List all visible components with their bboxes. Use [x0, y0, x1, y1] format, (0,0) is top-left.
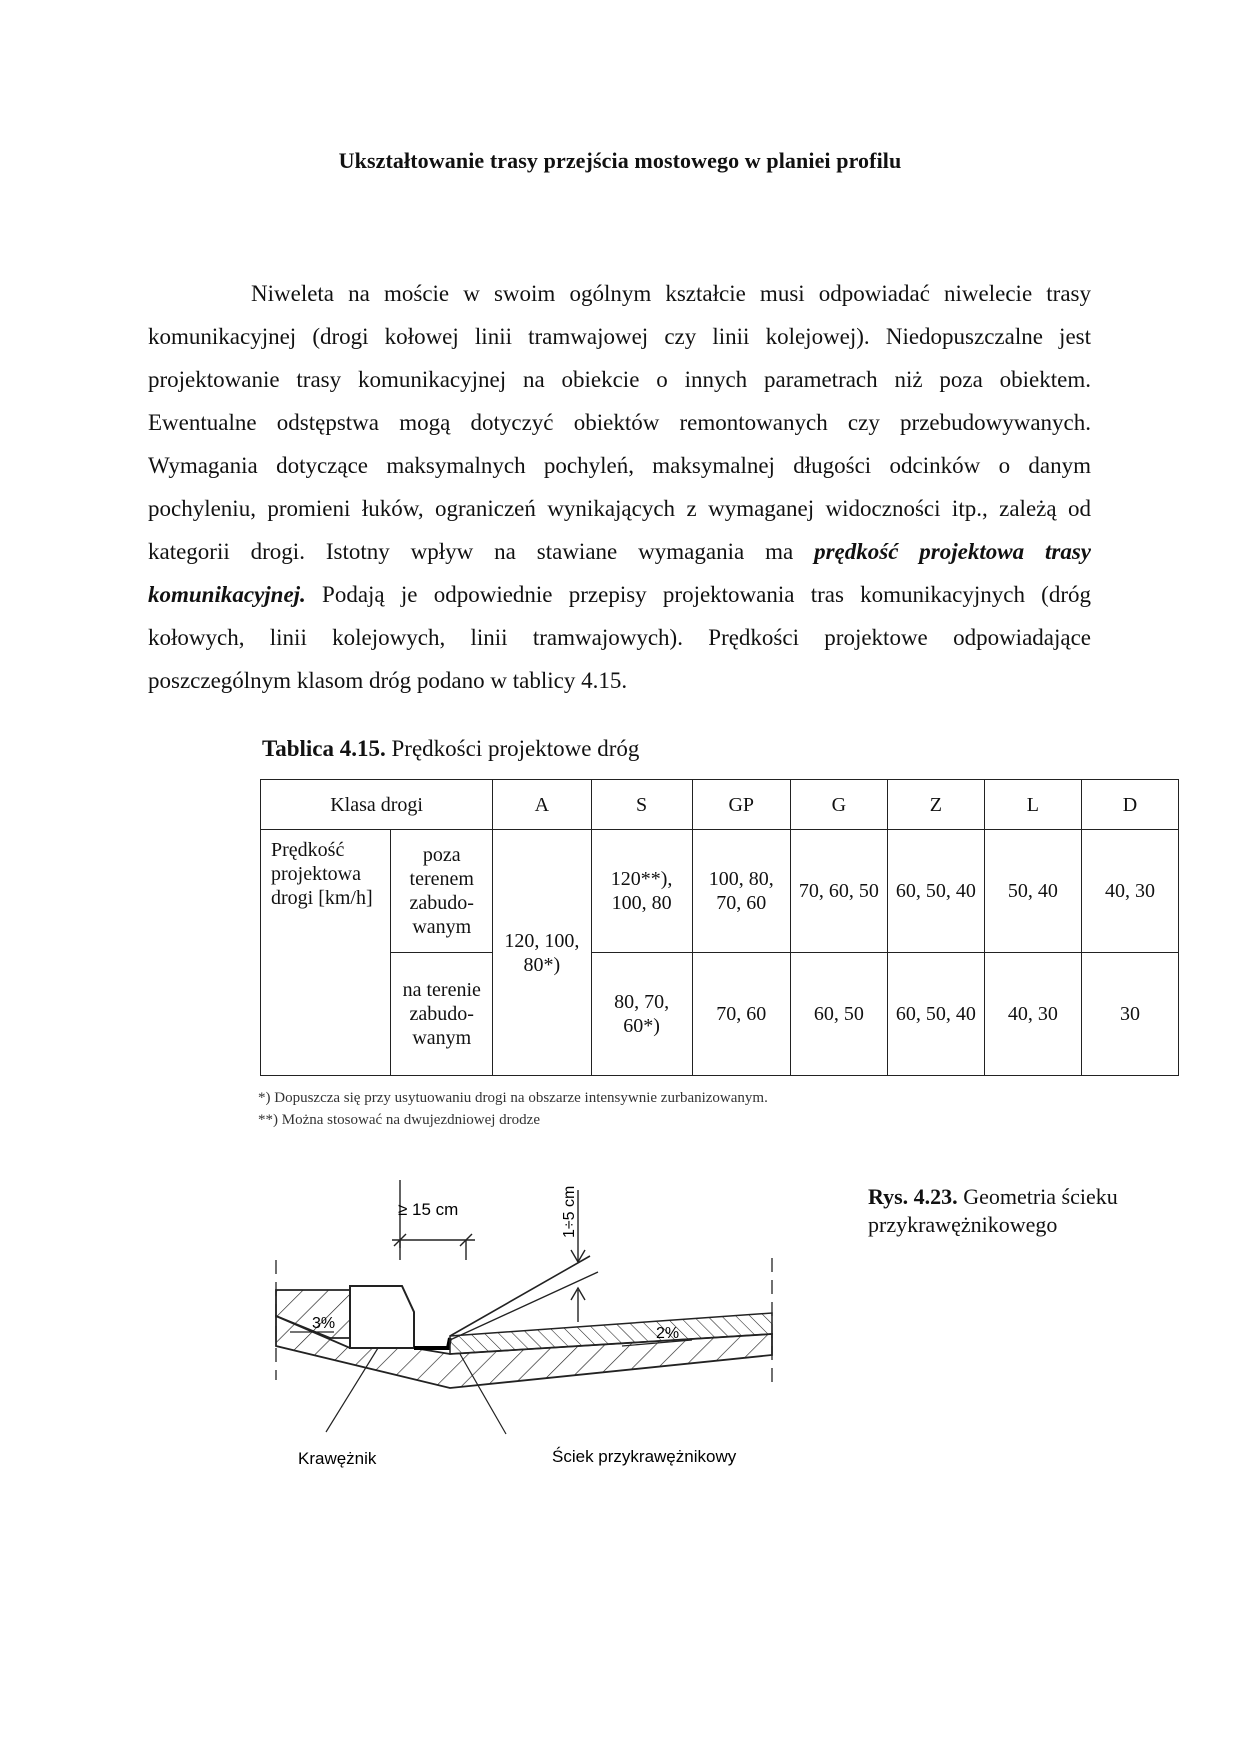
- table-cell: 70, 60, 50: [790, 830, 887, 953]
- header-class-s: S: [591, 780, 692, 830]
- slope-right-label: 2%: [656, 1325, 680, 1342]
- table-cell: 60, 50: [790, 953, 887, 1076]
- footnote-2: **) Można stosować na dwujezdniowej drodze: [258, 1112, 540, 1128]
- header-class-gp: GP: [692, 780, 790, 830]
- table-cell: 40, 30: [984, 953, 1081, 1076]
- curb-label: Krawężnik: [298, 1449, 377, 1468]
- row-label-outside: poza terenem zabudo-wanym: [391, 830, 493, 953]
- gutter-line: [414, 1338, 450, 1348]
- body-paragraph: [148, 272, 1091, 702]
- footnote-1: *) Dopuszcza się przy usytuowaniu drogi na obszarze intensywnie zurbanizowanym.: [258, 1090, 768, 1106]
- header-class-g: G: [790, 780, 887, 830]
- paragraph-text-2: Podają je odpowiednie przepisy projektowania tras komunikacyjnych (dróg kołowych, linii kolejowych, linii tramwajowych). Prędkości projektowe odpowiadające poszczególnym klasom dróg podano w tablicy 4.15.: [148, 582, 1091, 693]
- table-cell: 60, 50, 40: [887, 953, 984, 1076]
- header-class-z: Z: [887, 780, 984, 830]
- gutter-figure: [260, 1180, 800, 1490]
- table-caption-label: Tablica 4.15.: [262, 736, 386, 761]
- header-class-d: D: [1081, 780, 1178, 830]
- figure-caption: [868, 1183, 1168, 1239]
- cell-a-value: 120, 100, 80*): [493, 830, 591, 1076]
- paragraph-text-1: Niweleta na moście w swoim ogólnym kształcie musi odpowiadać niwelecie trasy komunikacyjnej (drogi kołowej linii tramwajowej czy linii kolejowej). Niedopuszczalne jest projektowanie trasy komunikacyjnej na obiekcie o innych parametrach niż poza obiektem. Ewentualne odstępstwa mogą dotyczyć obiektów remontowanych czy przebudowywanych. Wymagania dotyczące maksymalnych pochyleń, maksymalnej długości odcinków o danym pochyleniu, promieni łuków, ograniczeń wynikających z wymaganej widoczności itp., zależą od kategorii drogi. Istotny wpływ na stawiane wymagania ma: [148, 281, 1091, 564]
- table-cell: 30: [1081, 953, 1178, 1076]
- table-caption: [262, 736, 639, 762]
- figure-caption-text: Geometria ścieku przykrawężnikowego: [868, 1184, 1118, 1237]
- table-cell: 120**), 100, 80: [591, 830, 692, 953]
- table-header-row: [261, 780, 1179, 830]
- table-cell: 50, 40: [984, 830, 1081, 953]
- header-class-l: L: [984, 780, 1081, 830]
- gutter-diagram: [260, 1180, 800, 1490]
- page-title: Ukształtowanie trasy przejścia mostowego w planiei profilu: [338, 148, 902, 173]
- slope-left-label: 3%: [312, 1315, 336, 1332]
- table-cell: 80, 70, 60*): [591, 953, 692, 1076]
- header-class-a: A: [493, 780, 591, 830]
- table-row: [261, 953, 1179, 1076]
- table-cell: 70, 60: [692, 953, 790, 1076]
- table-cell: 100, 80, 70, 60: [692, 830, 790, 953]
- table-row: [261, 830, 1179, 953]
- dim-height-label: 1÷5 cm: [561, 1185, 578, 1238]
- table-cell: 60, 50, 40: [887, 830, 984, 953]
- row-header-speed: Prędkość projektowa drogi [km/h]: [261, 830, 391, 1076]
- paragraph-emphasis: prędkość projektowa trasy komunikacyjnej.: [148, 539, 1091, 607]
- dim-width-label: ≥ 15 cm: [398, 1200, 459, 1219]
- table-caption-text: Prędkości projektowe dróg: [391, 736, 640, 761]
- table-cell: 40, 30: [1081, 830, 1178, 953]
- gutter-label: Ściek przykrawężnikowy: [552, 1447, 737, 1466]
- slope-line-top: [450, 1256, 590, 1336]
- row-label-inside: na terenie zabudo-wanym: [391, 953, 493, 1076]
- table-footnotes: [258, 1087, 768, 1131]
- speed-table: [260, 779, 1179, 1076]
- curb-shape: [350, 1286, 414, 1348]
- header-class-label: Klasa drogi: [261, 780, 493, 830]
- figure-caption-label: Rys. 4.23.: [868, 1184, 958, 1209]
